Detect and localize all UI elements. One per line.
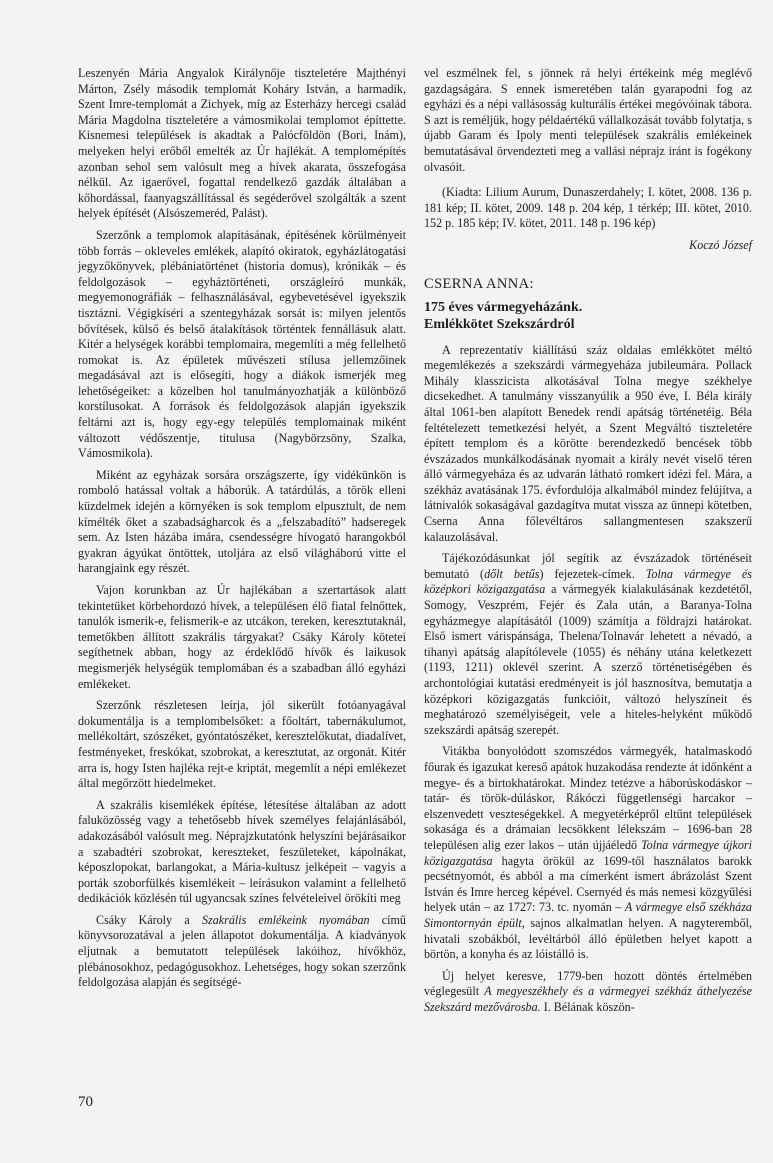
paragraph: A szakrális kisemlékek építése, létesítése általában az adott faluközösség vagy a tehetősebb hívek személyes felajánlásából, adakozásából valósult meg. Néprajzkutatónk helyszíni bejárásaikor a szabadtéri szobrokat, kereszteket, feszületeket, kápolnákat, képoszlopokat, barlangokat, a Mária-kultusz jelképeit – vagyis a porták szoborfülkés kisemlékeit – leírásukon valamint a fellelhető dedikációk közlésén túl ugyancsak színes felvételeivel örökíti meg — [78, 797, 406, 906]
paragraph — [424, 744, 752, 962]
page-number: 70 — [78, 1094, 93, 1110]
left-column — [78, 66, 406, 997]
right-column — [424, 66, 752, 1021]
text-run: hagyta örökül az 1699-től használatos barokk pecsétnyomót, és abból a ma címerként ismert ábrázolást Szent István és Imre herceg képével. Csernyéd és más nemesi közgyűlési helyek után – az 1727: 73. tc. nyomán – — [424, 853, 752, 915]
article-subtitle: Emlékkötet Szekszárdról — [424, 316, 575, 332]
paragraph: Leszenyén Mária Angyalok Királynője tiszteletére Majthényi Márton, Zsély második templomát Koháry István, a harmadik, Szent Imre-templomát a Zichyek, míg az Esterházy hercegi család Mária Magdolna tiszteletére a vámosmikolai templomot építtette. Kisnemesi települések is akadtak a Palócföldön (Bori, Inám), melyeken helyi erőből emelték az Úr hajlékát. A templomépítés azonban sehol sem valósult meg a hívek akarata, összefogása nélkül. Az igaerővel, fogattal rendelkező gazdák általában a kőhordással, faanyagszállítással és segéderővel szolgálták a szent helyek építését (Alsószemeréd, Palást). — [78, 66, 406, 221]
paragraph: Miként az egyházak sorsára országszerte, így vidékünkön is romboló hatással voltak a háborúk. A tatárdúlás, a török elleni küzdelmek idején a környéken is sok templom elpusztult, de nem kímélték őket a szabadságharcok és a „felszabadító” hadseregek sem. Az Isten házába imára, csendességre hívogató harangokból gyakran ágyúkat öntöttek, utoljára az első világháború vitte el harangjaink egy részét. — [78, 467, 406, 576]
text-run: sajnos alkalmatlan helyen. A nagyteremből, hivatali szobákból, levéltárból álló épületben helyet kapott a börtön, a konyha és az lóistálló is. — [424, 915, 752, 962]
chapter-title: A vármegye első székháza Simontornyán épült, — [424, 900, 752, 930]
paragraph: vel eszmélnek fel, s jönnek rá helyi értékeink még meglévő gazdagságára. S ennek ismeretében talán gyarapodni fog az egyházi és a népi vallásosság kulturális értékei megóvóinak tábora. S azt is reméljük, hogy példaértékű vállalkozását tovább folytatja, s újabb Garam és Ipoly menti települések szakrális emlékeinek bemutatásával örvendezteti meg a vallási néprajz iránt is fogékony olvasóit. — [424, 66, 752, 174]
text-run: Tájékozódásunkat jól segítik az évszázadok történéseit bemutató ( — [424, 551, 752, 581]
text-run: I. Bélának köszön- — [540, 999, 635, 1014]
book-series-title: Szakrális emlékeink nyomában — [201, 912, 370, 927]
paragraph: Szerzőnk részletesen leírja, jól sikerült fotóanyagával dokumentálja is a templombelsőket: a főoltárt, tabernákulumot, mellékoltárt, szószéket, gyóntatószéket, keresztelőkutat, diadalívet, festményeket, freskókat, szobrokat, a keresztutat, az orgonát. Kitér arra is, hogy Isten hajléka rejt-e kriptát, megemlít a népi emlékezet által megőrzött hiedelmeket. — [78, 698, 406, 791]
publication-info: (Kiadta: Lilium Aurum, Dunaszerdahely; I. kötet, 2008. 136 p. 181 kép; II. kötet, 2009. 148 p. 204 kép, 1 térkép; III. kötet, 2010. 152 p. 185 kép; IV. kötet, 2011. 148 p. 196 kép) — [424, 185, 752, 231]
paragraph — [424, 969, 752, 1016]
italic-run: dőlt betűs — [484, 566, 540, 581]
paragraph — [424, 551, 752, 738]
article-title: 175 éves vármegyeházánk. — [424, 299, 583, 315]
text-run: című könyvsorozatával a jelen állapotot dokumentálja. A kiadványok eljutnak a bemutatott települések lakóihoz, hívőkhöz, plébánosokhoz, pedagógusokhoz. Lehetséges, hogy sokan szerzőnk feldolgozása alapján és segítségé- — [78, 912, 406, 990]
chapter-title: A megyeszékhely és a vármegyei székház áthelyezése Szekszárd mezővárosba. — [424, 984, 752, 1014]
paragraph — [78, 913, 406, 991]
paragraph: Szerzőnk a templomok alapításának, építésének körülményeit több forrás – okleveles emlékek, alapító okiratok, egyházlátogatási jegyzőkönyvek, plébániatörténet (historia domus), krónikák – és feldolgozások – egyháztörténeti, országleíró munkák, megyemonográfiák – felhasználásával, egybevetésével igyekszik tisztázni. Végigkíséri a szentegyházak sorsát is: milyen jelentős bővítések, külső és belső átalakítások történtek fennállásuk alatt. Kitér a helységek korábbi templomaira, megemlíti a még fellelhető romokat is. Az épületek művészeti stílusa jellemzőinek megadásával azt is elősegíti, hogy a diákok ismerjék meg lehetőségeiket: a közelben hol tanulmányozhatják a különböző korstílusokat. A források és feldolgozások alapján igyekszik feltárni azt is, hogy egy-egy település templomainak miként változott védőszentje, titulusa (Nagybörzsöny, Szalka, Vámosmikola). — [78, 227, 406, 461]
text-run: Vitákba bonyolódott szomszédos vármegyék, hatalmaskodó főurak és igazukat kereső apátok huzakodása rendezte át időnként a megye- és a birtokhatárokat. Mindez tetézve a háborúskodáskor – tatár- és török-dúláskor, Rákóczi függetlenségi harcakor – elszenvedett veszteségekkel. A megyetérképről eltűnt települések sokasága és a drámaian lecsökkent lélekszám – 1696-ban 28 településen alig ezer lakos – után újjáéledő — [424, 744, 752, 852]
chapter-title: Tolna vármegye újkori közigazgatása — [424, 837, 752, 868]
text-run: ) fejezetek-címek. — [539, 566, 646, 581]
article-author: CSERNA ANNA: — [424, 275, 534, 292]
paragraph: Vajon korunkban az Úr hajlékában a szertartások alatt tekintetüket körbehordozó hívek, a településen élő fiatal felnőttek, tanulók ismerik-e, felismerik-e az utcákon, tereken, keresztutaknál, temetőkben állított szakrális tárgyakat? Csáky Károly kötetei segíthetnek abban, hogy az érdeklődő hívők és laikusok megismerjék helységük templomában és a szabadban álló egyházi emlékeket. — [78, 583, 406, 691]
chapter-title: Tolna vármegye és középkori közigazgatása — [424, 566, 752, 597]
paragraph: A reprezentatív kiállítású száz oldalas emlékkötet méltó megemlékezés a szekszárdi vármegyeháza jubileumára. Pollack Mihály klasszicista alkotásával Tolna megye székhelye dicsekedhet. A tanulmány visszanyúlik a 950 éve, I. Béla király által 1061-ben alapított Benedek rendi apátság történetéig. Béla feltételezett temetkezési helyét, a Szent Megváltó tiszteletére épített templom és a körötte berendezkedő bencések több évszázados munkálkodásának nyomait a király nevét viselő téren álló vármegyeháza és az udvarán látható romkert idézi fel. Mára, a székház avatásának 175. évfordulója alkalmából mindez felújítva, a látnivalók sokaságával gazdagítva mutat vissza az ünnepi kötetben, Cserna Anna főlevéltáros sallangmentesen szakszerű kalauzolásával. — [424, 342, 752, 544]
text-run: Új helyet keresve, 1779-ben hozott döntés értelmében véglegesült — [424, 968, 752, 999]
text-run: a vármegyék kialakulásának kezdetétől, Somogy, Veszprém, Fejér és Zala után, a Baranya-Tolna egyházmegye alapításától (1009) számítja a földrajzi határokat. Első ismert várispánsága, Thelena/Tolnavár lehetett a névadó, a tihanyi apátság alapítólevele (1055) és néhány utána keletkezett (1193, 1211) oklevél szerint. A szerző történetiségében és archontológiai kutatási eredményeit is jól hasznosítva, bemutatja a középkori közigazgatás funkcióit, változó helyszíneit és meghatározó személyiségeit, vele a hiteles-helyként működő szekszárdi apátság szerepét. — [424, 582, 752, 737]
text-run: Csáky Károly a — [96, 912, 202, 927]
review-signature: Koczó József — [689, 237, 752, 252]
